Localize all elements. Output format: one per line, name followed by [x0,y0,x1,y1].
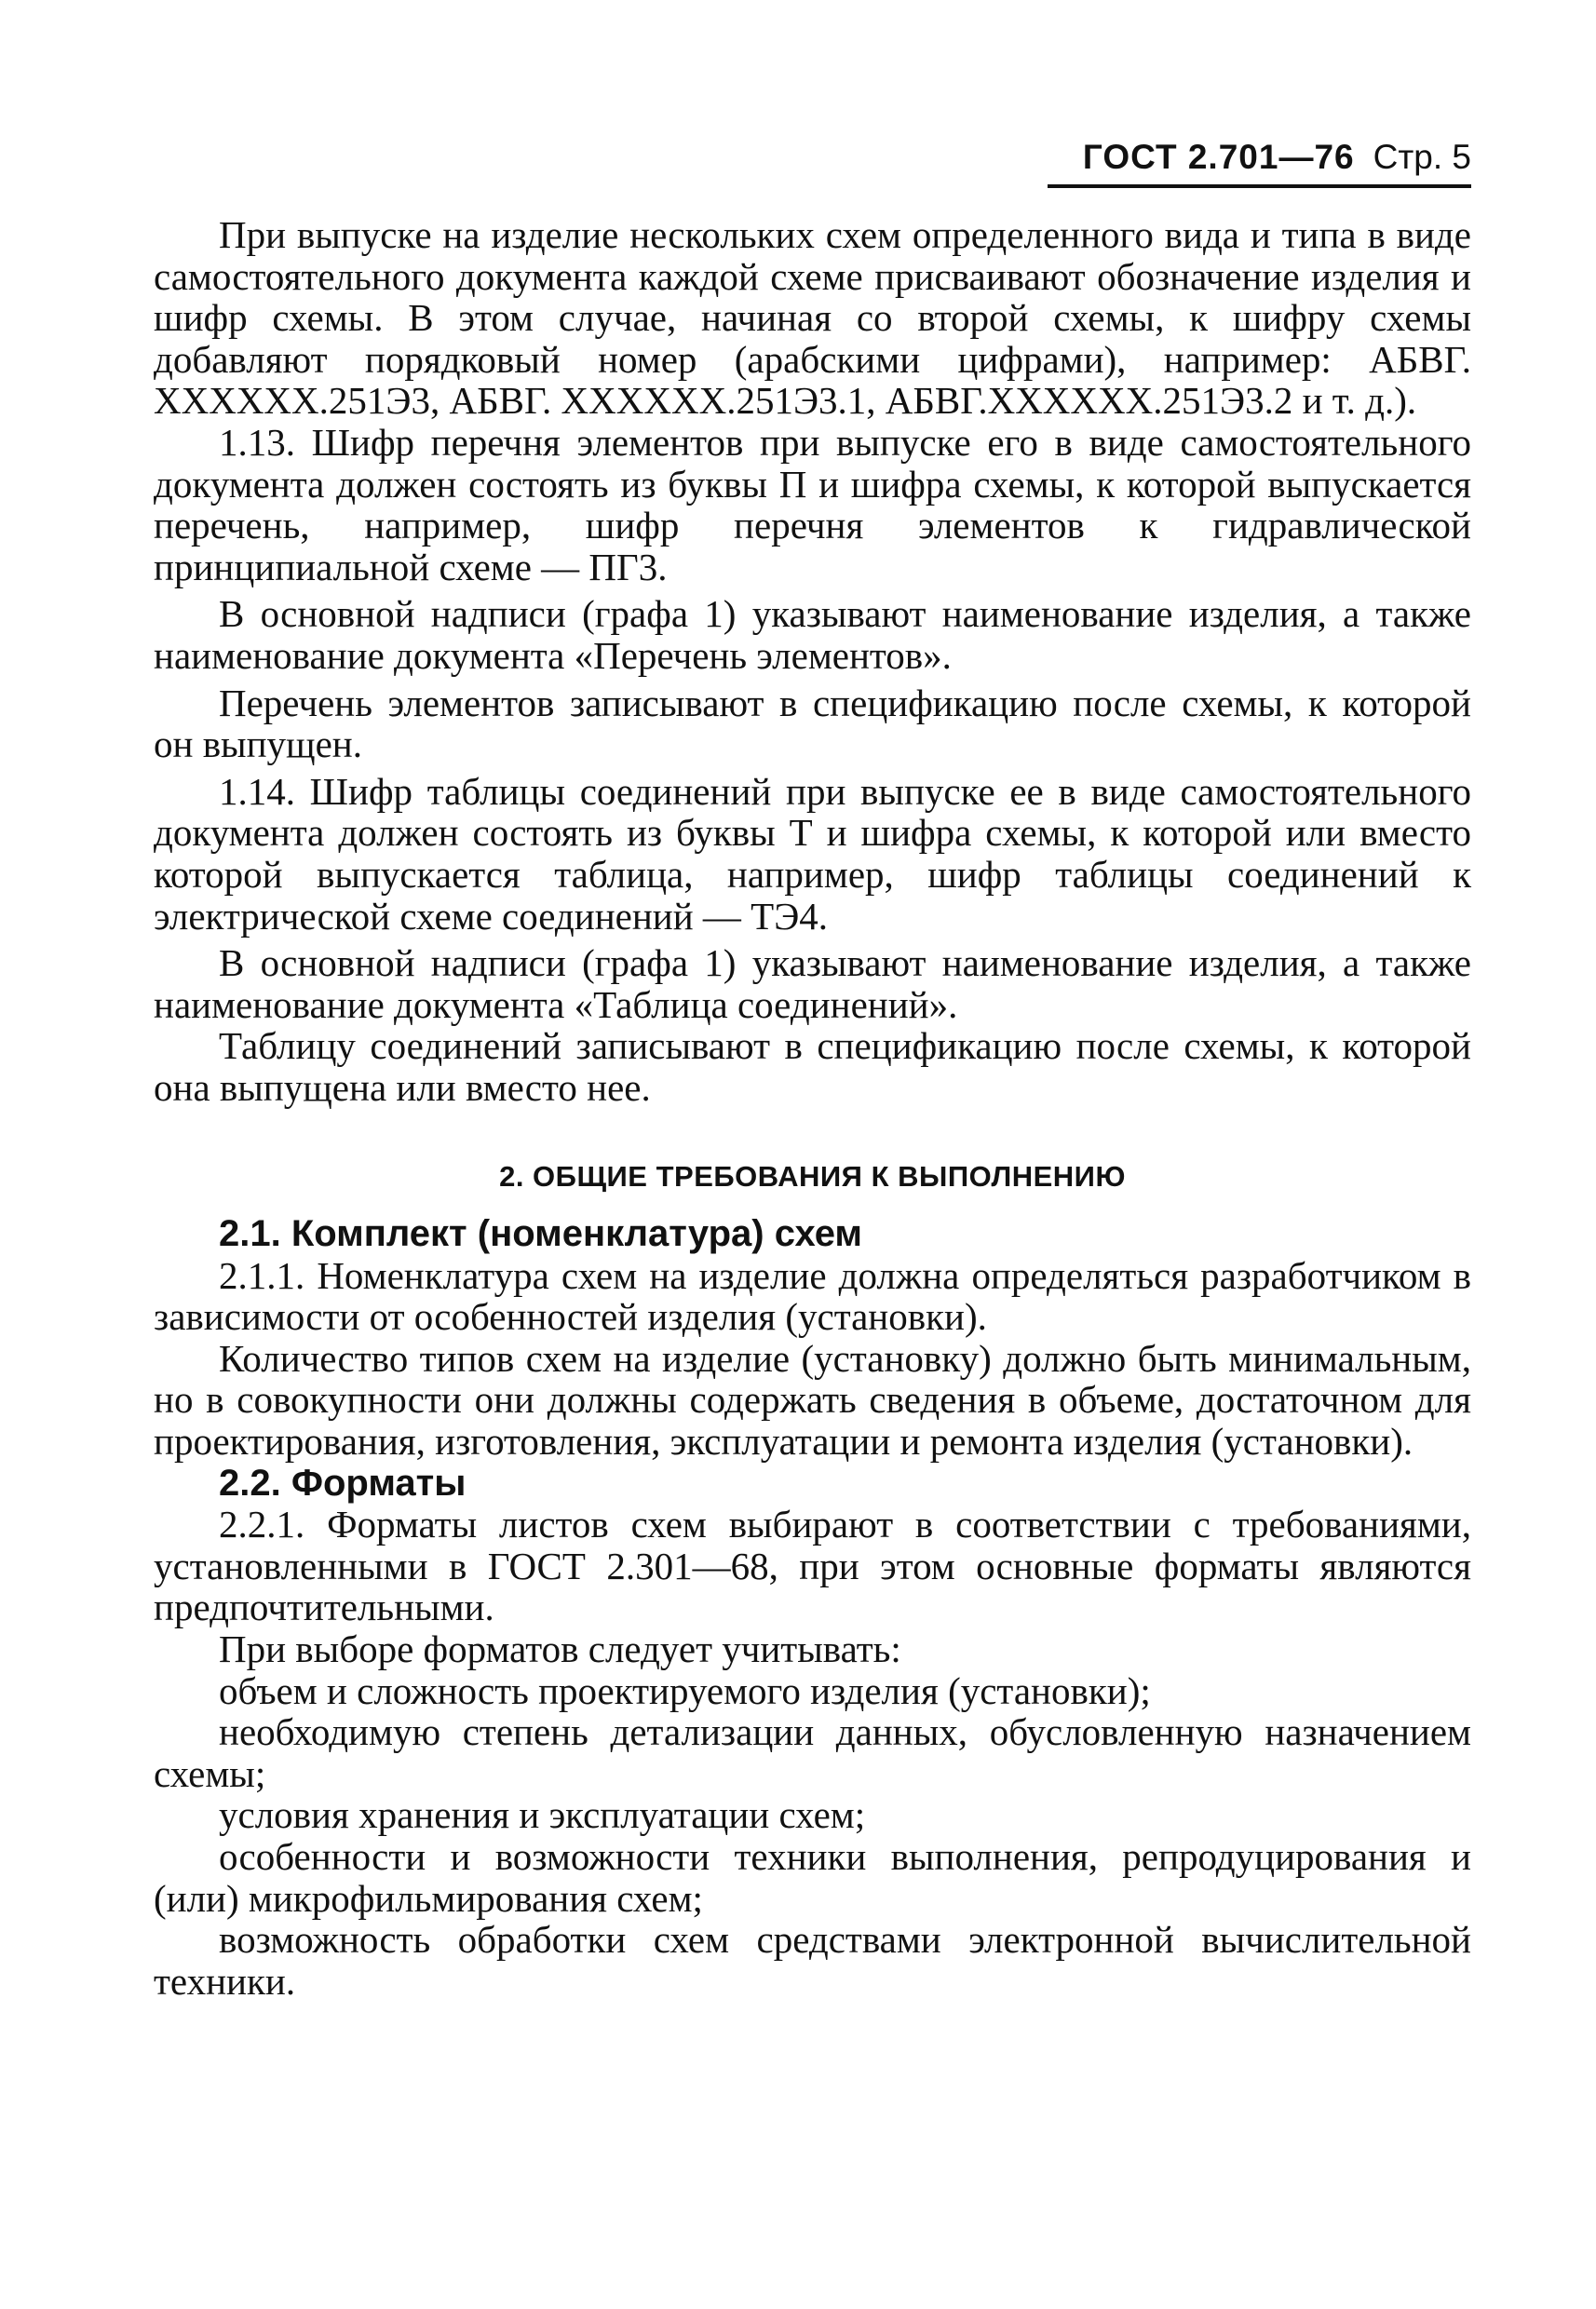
paragraph: Таблицу соединений записывают в спецификацию после схемы, к которой она выпущена или вместо нее. [154,1024,1471,1109]
section-title: 2. ОБЩИЕ ТРЕБОВАНИЯ К ВЫПОЛНЕНИЮ [499,1160,1126,1194]
list-item: объем и сложность проектируемого изделия (установки); [219,1668,1151,1712]
paragraph: В основной надписи (графа 1) указывают наименование изделия, а также наименование документа «Таблица соединений». [154,941,1471,1026]
list-item: необходимую степень детализации данных, обусловленную назначением схемы; [154,1710,1471,1795]
list-item: особенности и возможности техники выполнения, репродуцирования и (или) микрофильмирования схем; [154,1834,1471,1920]
subsection-heading: 2.1. Комплект (номенклатура) схем [219,1213,862,1255]
doc-number: ГОСТ 2.701—76 [1082,138,1355,176]
paragraph: При выпуске на изделие нескольких схем определенного вида и типа в виде самостоятельного документа каждой схеме присваивают обозначение изделия и шифр схемы. В этом случае, начиная со второй схемы, к шифру схемы добавляют порядковый номер (арабскими цифрами), например: АБВГ. XXXXXX.251Э3, АБВГ. XXXXXX.251Э3.1, АБВГ.XXXXXX.251Э3.2 и т. д.). [154,213,1471,423]
paragraph: 2.1.1. Номенклатура схем на изделие должна определяться разработчиком в зависимости от особенностей изделия (установки). [154,1253,1471,1339]
paragraph: Перечень элементов записывают в спецификацию после схемы, к которой он выпущен. [154,681,1471,766]
paragraph: В основной надписи (графа 1) указывают наименование изделия, а также наименование документа «Перечень элементов». [154,592,1471,677]
page-number: Стр. 5 [1373,138,1471,176]
page-header [1048,138,1471,188]
page-body [154,214,1471,2002]
subsection-heading: 2.2. Форматы [219,1462,467,1504]
list-item: условия хранения и эксплуатации схем; [219,1793,866,1837]
paragraph: 2.2.1. Форматы листов схем выбирают в соответствии с требованиями, установленными в ГОСТ 2.301—68, при этом основные форматы являются предпочтительными. [154,1503,1471,1629]
list-item: возможность обработки схем средствами электронной вычислительной техники. [154,1918,1471,2003]
paragraph: 1.13. Шифр перечня элементов при выпуске его в виде самостоятельного документа должен состоять из буквы П и шифра схемы, к которой выпускается перечень, например, шифр перечня элементов к гидравлической принципиальной схеме — ПГ3. [154,420,1471,588]
paragraph: 1.14. Шифр таблицы соединений при выпуске ее в виде самостоятельного документа должен состоять из буквы Т и шифра схемы, к которой или вместо которой выпускается таблица, например, шифр таблицы соединений к электрической схеме соединений — ТЭ4. [154,769,1471,938]
paragraph: При выборе форматов следует учитывать: [219,1627,901,1670]
paragraph: Количество типов схем на изделие (установку) должно быть минимальным, но в совокупности они должны содержать сведения в объеме, достаточном для проектирования, изготовления, эксплуатации и ремонта изделия (установки). [154,1336,1471,1464]
